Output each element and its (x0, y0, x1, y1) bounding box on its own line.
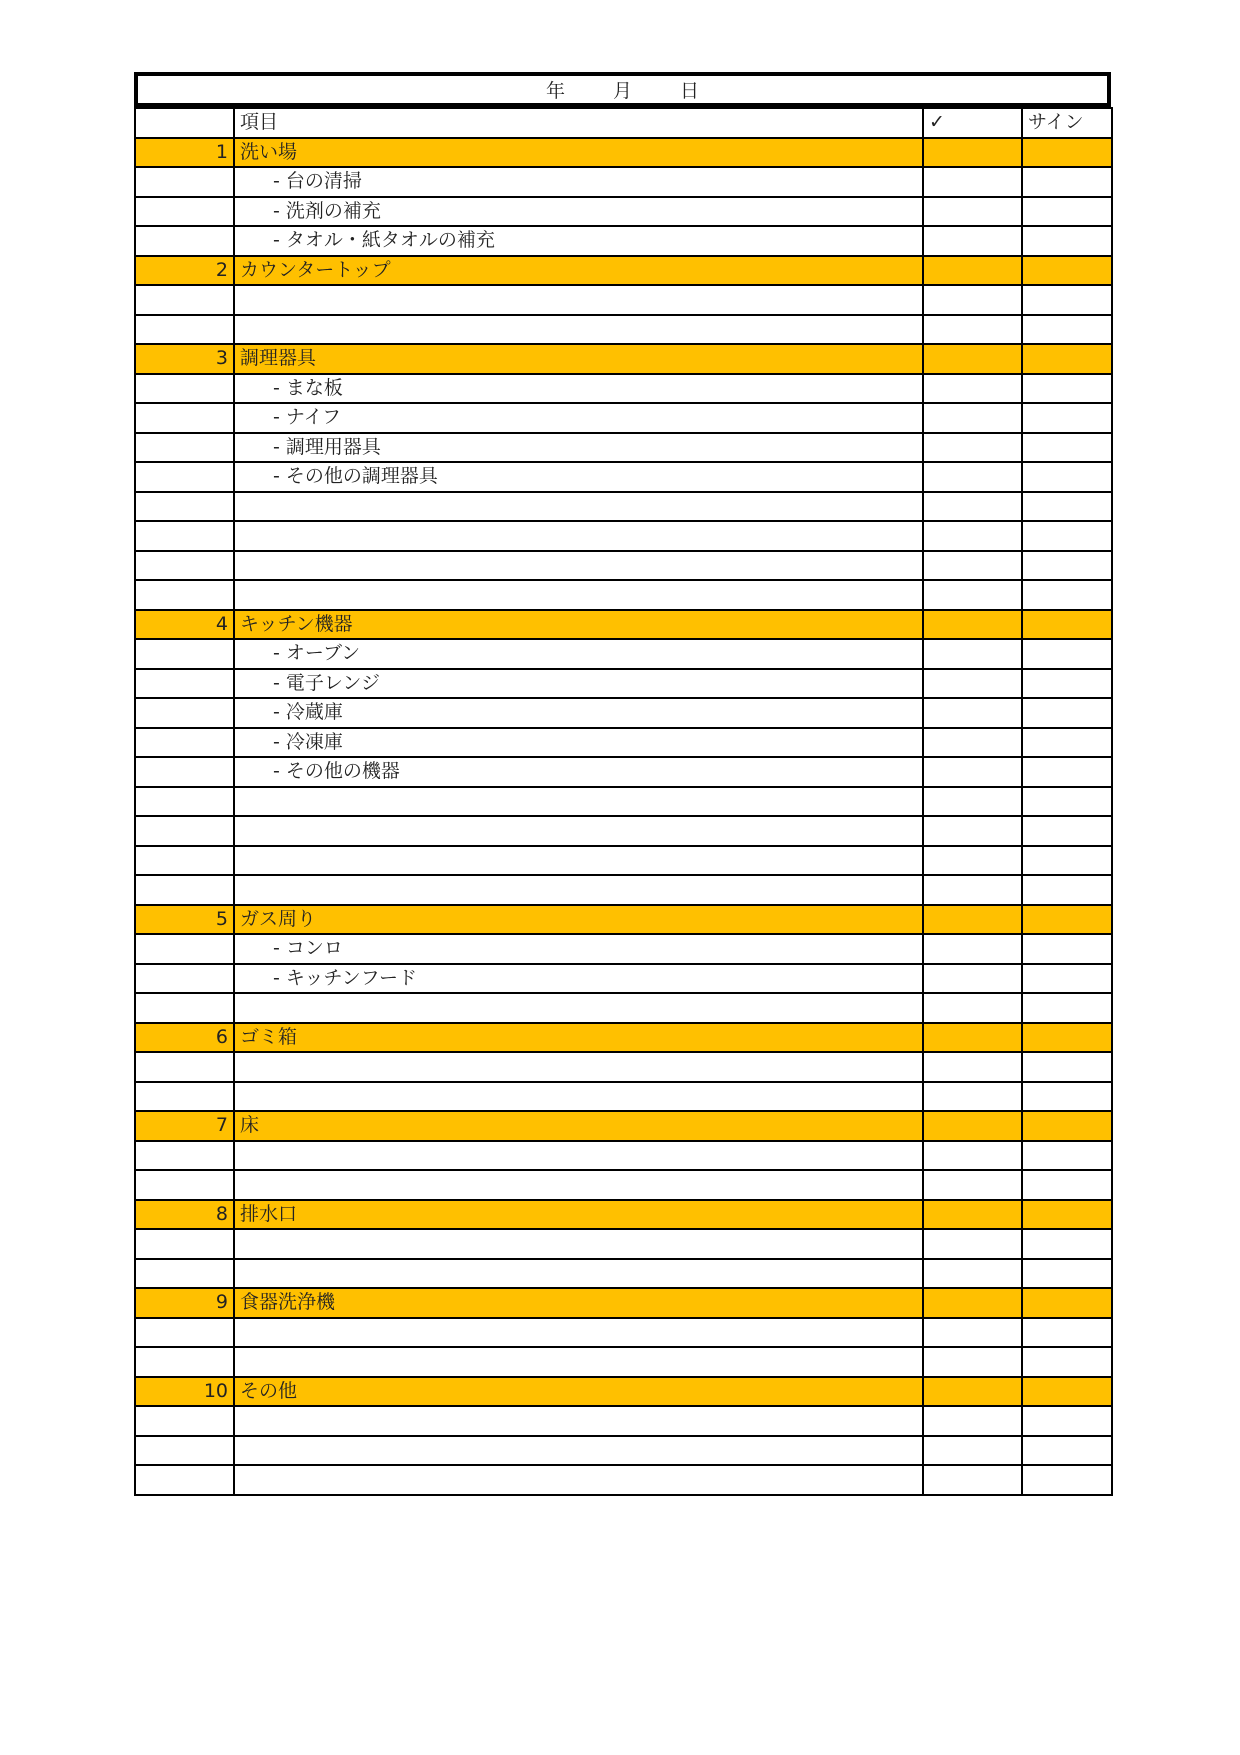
row-item-cell (234, 993, 923, 1023)
row-sign-cell[interactable] (1022, 698, 1112, 728)
row-item-cell (234, 787, 923, 817)
table-row (135, 551, 1112, 581)
table-row (135, 846, 1112, 876)
row-sign-cell[interactable] (1022, 1111, 1112, 1141)
row-item-cell (234, 285, 923, 315)
row-sign-cell[interactable] (1022, 1052, 1112, 1082)
row-item-cell (234, 521, 923, 551)
row-check-cell[interactable] (923, 551, 1022, 581)
row-item-cell (234, 1406, 923, 1436)
row-sign-cell[interactable] (1022, 374, 1112, 404)
table-row (135, 669, 1112, 699)
row-sign-cell[interactable] (1022, 757, 1112, 787)
header-sign-cell: サイン (1022, 108, 1112, 138)
row-check-cell[interactable] (923, 1318, 1022, 1348)
row-check-cell[interactable] (923, 580, 1022, 610)
row-number-cell (135, 1318, 234, 1348)
row-sign-cell[interactable] (1022, 344, 1112, 374)
row-sign-cell[interactable] (1022, 1141, 1112, 1171)
table-row (135, 1347, 1112, 1377)
section-row (135, 138, 1112, 168)
row-sign-cell[interactable] (1022, 433, 1112, 463)
row-sign-cell[interactable] (1022, 1406, 1112, 1436)
row-check-cell[interactable] (923, 639, 1022, 669)
row-sign-cell[interactable] (1022, 1436, 1112, 1466)
row-item-cell: 排水口 (234, 1200, 923, 1230)
row-number-cell (135, 698, 234, 728)
row-sign-cell[interactable] (1022, 728, 1112, 758)
table-row (135, 492, 1112, 522)
row-number-cell (135, 580, 234, 610)
row-item-cell (234, 580, 923, 610)
row-item-cell: - 台の清掃 (234, 167, 923, 197)
row-sign-cell[interactable] (1022, 816, 1112, 846)
row-check-cell[interactable] (923, 1170, 1022, 1200)
row-check-cell[interactable] (923, 1436, 1022, 1466)
row-check-cell[interactable] (923, 1082, 1022, 1112)
row-number-cell: 3 (135, 344, 234, 374)
row-sign-cell[interactable] (1022, 1023, 1112, 1053)
row-item-cell: キッチン機器 (234, 610, 923, 640)
row-number-cell (135, 1141, 234, 1171)
row-check-cell[interactable] (923, 610, 1022, 640)
row-check-cell[interactable] (923, 1259, 1022, 1289)
row-sign-cell[interactable] (1022, 1347, 1112, 1377)
header-check-cell: ✓ (923, 108, 1022, 138)
row-number-cell (135, 728, 234, 758)
checklist-sheet (134, 72, 1111, 1496)
table-row (135, 433, 1112, 463)
row-check-cell[interactable] (923, 167, 1022, 197)
row-sign-cell[interactable] (1022, 197, 1112, 227)
row-check-cell[interactable] (923, 1023, 1022, 1053)
row-item-cell: - コンロ (234, 934, 923, 964)
row-number-cell: 6 (135, 1023, 234, 1053)
row-number-cell (135, 1259, 234, 1289)
section-row (135, 905, 1112, 935)
row-number-cell: 7 (135, 1111, 234, 1141)
row-check-cell[interactable] (923, 403, 1022, 433)
row-number-cell (135, 551, 234, 581)
table-row (135, 580, 1112, 610)
row-check-cell[interactable] (923, 1377, 1022, 1407)
row-sign-cell[interactable] (1022, 521, 1112, 551)
row-item-cell (234, 846, 923, 876)
row-sign-cell[interactable] (1022, 1465, 1112, 1495)
row-item-cell: - タオル・紙タオルの補充 (234, 226, 923, 256)
table-row (135, 315, 1112, 345)
row-sign-cell[interactable] (1022, 875, 1112, 905)
row-sign-cell[interactable] (1022, 964, 1112, 994)
section-row (135, 344, 1112, 374)
row-item-cell: - 調理用器具 (234, 433, 923, 463)
row-check-cell[interactable] (923, 374, 1022, 404)
header-item-cell: 項目 (234, 108, 923, 138)
row-check-cell[interactable] (923, 344, 1022, 374)
row-item-cell (234, 1082, 923, 1112)
row-number-cell (135, 433, 234, 463)
row-item-cell (234, 1141, 923, 1171)
table-row (135, 1141, 1112, 1171)
row-item-cell (234, 1465, 923, 1495)
row-number-cell (135, 226, 234, 256)
row-check-cell[interactable] (923, 197, 1022, 227)
row-number-cell (135, 846, 234, 876)
row-check-cell[interactable] (923, 1288, 1022, 1318)
table-row (135, 1229, 1112, 1259)
row-item-cell: - 冷凍庫 (234, 728, 923, 758)
row-sign-cell[interactable] (1022, 492, 1112, 522)
row-item-cell: - 電子レンジ (234, 669, 923, 699)
row-sign-cell[interactable] (1022, 846, 1112, 876)
row-item-cell: - その他の調理器具 (234, 462, 923, 492)
row-check-cell[interactable] (923, 757, 1022, 787)
row-sign-cell[interactable] (1022, 315, 1112, 345)
row-item-cell: その他 (234, 1377, 923, 1407)
row-check-cell[interactable] (923, 521, 1022, 551)
row-item-cell (234, 551, 923, 581)
table-row (135, 197, 1112, 227)
row-check-cell[interactable] (923, 1465, 1022, 1495)
row-sign-cell[interactable] (1022, 256, 1112, 286)
row-check-cell[interactable] (923, 1347, 1022, 1377)
row-number-cell: 10 (135, 1377, 234, 1407)
row-number-cell (135, 669, 234, 699)
table-row (135, 1436, 1112, 1466)
row-item-cell (234, 492, 923, 522)
table-row (135, 875, 1112, 905)
row-item-cell: 食器洗浄機 (234, 1288, 923, 1318)
row-check-cell[interactable] (923, 669, 1022, 699)
row-check-cell[interactable] (923, 462, 1022, 492)
row-number-cell (135, 315, 234, 345)
row-item-cell: ゴミ箱 (234, 1023, 923, 1053)
row-number-cell (135, 1170, 234, 1200)
table-row (135, 226, 1112, 256)
table-row (135, 1052, 1112, 1082)
row-check-cell[interactable] (923, 875, 1022, 905)
row-sign-cell[interactable] (1022, 403, 1112, 433)
row-item-cell (234, 1229, 923, 1259)
table-row (135, 964, 1112, 994)
row-check-cell[interactable] (923, 285, 1022, 315)
table-row (135, 1082, 1112, 1112)
table-row (135, 462, 1112, 492)
row-number-cell: 4 (135, 610, 234, 640)
checklist-table (134, 107, 1113, 1496)
row-check-cell[interactable] (923, 1229, 1022, 1259)
row-sign-cell[interactable] (1022, 1259, 1112, 1289)
row-number-cell (135, 167, 234, 197)
table-row (135, 698, 1112, 728)
row-number-cell (135, 993, 234, 1023)
row-check-cell[interactable] (923, 433, 1022, 463)
section-row (135, 1111, 1112, 1141)
row-number-cell: 8 (135, 1200, 234, 1230)
row-item-cell: - 冷蔵庫 (234, 698, 923, 728)
row-sign-cell[interactable] (1022, 551, 1112, 581)
row-number-cell (135, 964, 234, 994)
row-sign-cell[interactable] (1022, 787, 1112, 817)
table-row (135, 757, 1112, 787)
row-number-cell (135, 1465, 234, 1495)
row-sign-cell[interactable] (1022, 1200, 1112, 1230)
row-number-cell (135, 1436, 234, 1466)
row-number-cell (135, 403, 234, 433)
row-item-cell: - キッチンフード (234, 964, 923, 994)
row-check-cell[interactable] (923, 846, 1022, 876)
date-month-label: 月 (612, 80, 632, 102)
section-row (135, 1023, 1112, 1053)
row-number-cell: 2 (135, 256, 234, 286)
row-item-cell: 床 (234, 1111, 923, 1141)
row-check-cell[interactable] (923, 1200, 1022, 1230)
row-number-cell (135, 639, 234, 669)
row-number-cell (135, 492, 234, 522)
row-sign-cell[interactable] (1022, 669, 1112, 699)
row-sign-cell[interactable] (1022, 993, 1112, 1023)
table-row (135, 1465, 1112, 1495)
row-sign-cell[interactable] (1022, 610, 1112, 640)
row-check-cell[interactable] (923, 964, 1022, 994)
section-row (135, 610, 1112, 640)
row-check-cell[interactable] (923, 698, 1022, 728)
row-sign-cell[interactable] (1022, 905, 1112, 935)
row-item-cell (234, 1318, 923, 1348)
row-sign-cell[interactable] (1022, 580, 1112, 610)
row-number-cell (135, 1052, 234, 1082)
row-sign-cell[interactable] (1022, 1170, 1112, 1200)
row-item-cell: 調理器具 (234, 344, 923, 374)
row-number-cell (135, 787, 234, 817)
header-row (135, 108, 1112, 138)
row-item-cell: - 洗剤の補充 (234, 197, 923, 227)
row-check-cell[interactable] (923, 1052, 1022, 1082)
row-number-cell (135, 521, 234, 551)
row-sign-cell[interactable] (1022, 1377, 1112, 1407)
row-number-cell (135, 374, 234, 404)
section-row (135, 1288, 1112, 1318)
table-row (135, 1318, 1112, 1348)
row-sign-cell[interactable] (1022, 462, 1112, 492)
row-check-cell[interactable] (923, 492, 1022, 522)
row-number-cell (135, 1082, 234, 1112)
row-number-cell: 1 (135, 138, 234, 168)
row-item-cell: - その他の機器 (234, 757, 923, 787)
table-row (135, 993, 1112, 1023)
table-row (135, 639, 1112, 669)
row-item-cell: - まな板 (234, 374, 923, 404)
row-item-cell: ガス周り (234, 905, 923, 935)
row-number-cell (135, 1406, 234, 1436)
row-number-cell (135, 1229, 234, 1259)
row-sign-cell[interactable] (1022, 934, 1112, 964)
row-check-cell[interactable] (923, 1406, 1022, 1436)
row-item-cell: カウンタートップ (234, 256, 923, 286)
row-item-cell (234, 1259, 923, 1289)
row-sign-cell[interactable] (1022, 226, 1112, 256)
table-row (135, 728, 1112, 758)
date-year-label: 年 (545, 80, 565, 102)
row-item-cell: 洗い場 (234, 138, 923, 168)
row-item-cell: - オーブン (234, 639, 923, 669)
section-row (135, 256, 1112, 286)
table-row (135, 167, 1112, 197)
section-row (135, 1200, 1112, 1230)
table-row (135, 403, 1112, 433)
row-number-cell (135, 1347, 234, 1377)
date-day-label: 日 (680, 80, 700, 102)
row-check-cell[interactable] (923, 1111, 1022, 1141)
table-row (135, 1259, 1112, 1289)
row-number-cell (135, 934, 234, 964)
table-row (135, 934, 1112, 964)
row-sign-cell[interactable] (1022, 1229, 1112, 1259)
row-sign-cell[interactable] (1022, 1288, 1112, 1318)
header-num-cell (135, 108, 234, 138)
row-number-cell: 5 (135, 905, 234, 935)
table-row (135, 1170, 1112, 1200)
date-row (134, 72, 1111, 107)
row-check-cell[interactable] (923, 934, 1022, 964)
row-number-cell (135, 757, 234, 787)
row-check-cell[interactable] (923, 315, 1022, 345)
row-check-cell[interactable] (923, 993, 1022, 1023)
row-number-cell: 9 (135, 1288, 234, 1318)
row-check-cell[interactable] (923, 905, 1022, 935)
row-item-cell (234, 315, 923, 345)
row-sign-cell[interactable] (1022, 639, 1112, 669)
row-check-cell[interactable] (923, 787, 1022, 817)
row-check-cell[interactable] (923, 226, 1022, 256)
row-item-cell (234, 1052, 923, 1082)
row-number-cell (135, 816, 234, 846)
row-item-cell: - ナイフ (234, 403, 923, 433)
section-row (135, 1377, 1112, 1407)
table-row (135, 374, 1112, 404)
row-check-cell[interactable] (923, 728, 1022, 758)
table-row (135, 1406, 1112, 1436)
row-number-cell (135, 285, 234, 315)
row-number-cell (135, 197, 234, 227)
row-check-cell[interactable] (923, 1141, 1022, 1171)
row-number-cell (135, 462, 234, 492)
row-check-cell[interactable] (923, 816, 1022, 846)
table-row (135, 787, 1112, 817)
row-item-cell (234, 875, 923, 905)
row-item-cell (234, 1170, 923, 1200)
row-check-cell[interactable] (923, 138, 1022, 168)
table-row (135, 521, 1112, 551)
row-check-cell[interactable] (923, 256, 1022, 286)
row-sign-cell[interactable] (1022, 1318, 1112, 1348)
row-item-cell (234, 816, 923, 846)
row-number-cell (135, 875, 234, 905)
row-item-cell (234, 1347, 923, 1377)
table-row (135, 285, 1112, 315)
row-sign-cell[interactable] (1022, 138, 1112, 168)
row-item-cell (234, 1436, 923, 1466)
row-sign-cell[interactable] (1022, 1082, 1112, 1112)
row-sign-cell[interactable] (1022, 167, 1112, 197)
row-sign-cell[interactable] (1022, 285, 1112, 315)
table-row (135, 816, 1112, 846)
